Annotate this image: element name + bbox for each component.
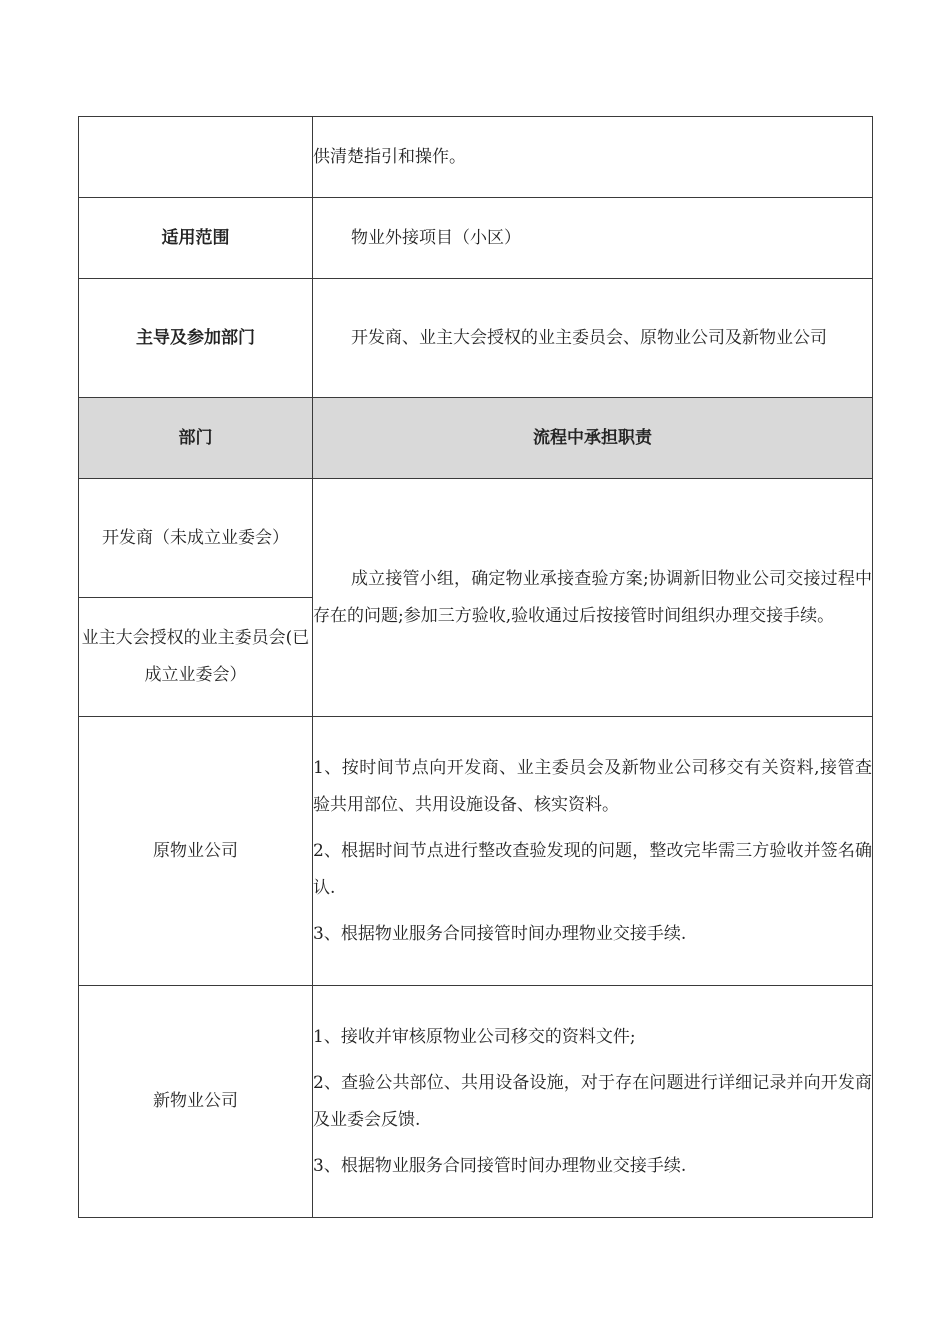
departments-label: 主导及参加部门 [79,279,313,398]
scope-value: 物业外接项目（小区） [313,198,873,279]
new-company-item-3: 3、根据物业服务合同接管时间办理物业交接手续. [313,1155,687,1176]
table-row [79,479,873,598]
old-company-item-3: 3、根据物业服务合同接管时间办理物业交接手续. [313,923,687,944]
empty-label-cell [79,117,313,198]
developer-duty: 成立接管小组，确定物业承接查验方案;协调新旧物业公司交接过程中存在的问题;参加三方验收,验收通过后按接管时间组织办理交接手续。 [313,479,873,717]
header-duty: 流程中承担职责 [313,398,873,479]
new-company-label: 新物业公司 [79,986,313,1218]
old-company-item-2: 2、根据时间节点进行整改查验发现的问题，整改完毕需三方验收并签名确认. [313,840,872,898]
new-company-item-1: 1、接收并审核原物业公司移交的资料文件; [313,1026,636,1047]
departments-value: 开发商、业主大会授权的业主委员会、原物业公司及新物业公司 [313,279,873,398]
table-row [79,279,873,398]
purpose-continuation-cell [313,117,873,198]
old-company-item-1: 1、按时间节点向开发商、业主委员会及新物业公司移交有关资料,接管查验共用部位、共用设施设备、核实资料。 [313,757,872,815]
scope-label: 适用范围 [79,198,313,279]
table-row [79,117,873,198]
purpose-continuation-text: 供清楚指引和操作。 [313,146,466,167]
new-company-duty [313,986,873,1218]
responsibility-table [78,116,873,1218]
table-header-row [79,398,873,479]
header-dept: 部门 [79,398,313,479]
table-row [79,717,873,986]
developer-label: 开发商（未成立业委会） [79,479,313,598]
table-row [79,986,873,1218]
new-company-item-2: 2、查验公共部位、共用设备设施，对于存在问题进行详细记录并向开发商及业委会反馈. [313,1072,872,1130]
table-row [79,198,873,279]
committee-label: 业主大会授权的业主委员会(已成立业委会） [79,598,313,717]
old-company-label: 原物业公司 [79,717,313,986]
old-company-duty [313,717,873,986]
